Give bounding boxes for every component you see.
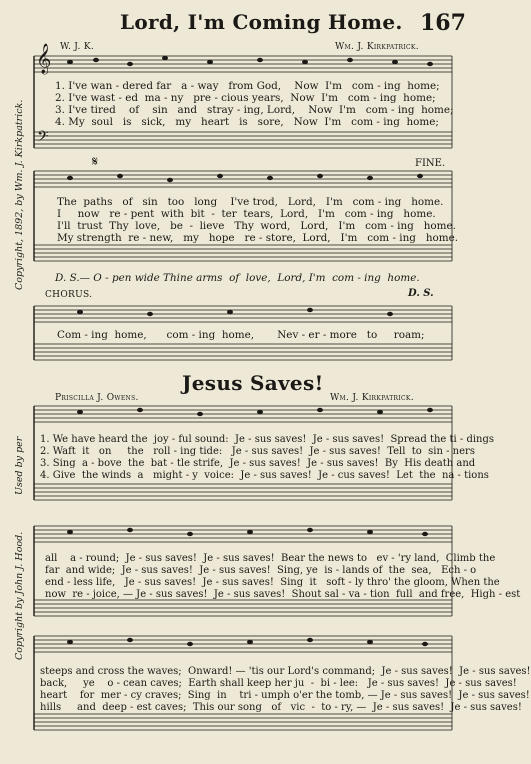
hymn1-verse4: 4. My soul is sick, my heart is sore, Now I'm com - ing home; — [55, 116, 439, 128]
hymn1-music-credit: Wm. J. Kirkpatrick. — [335, 42, 419, 52]
hymn2-verse4-part3: hills and deep - est caves; This our song of vic - to - ry, — Je - sus saves! Je - sus saves! — [40, 702, 522, 713]
hymn2-verse1-part3: steeps and cross the waves; Onward! — 'tis our Lord's command; Je - sus saves! Je - sus saves! — [40, 666, 531, 677]
hymn2-title: Jesus Saves! — [182, 371, 324, 395]
hymn2-copyright: Copyright by John J. Hood. — [14, 531, 25, 660]
hymn1-copyright: Copyright, 1892, by Wm. J. Kirkpatrick. — [14, 99, 25, 290]
fine-marking: FINE. — [415, 158, 446, 169]
bass-clef-icon: 𝄢 — [37, 128, 49, 149]
treble-clef-icon: 𝄞 — [36, 44, 52, 74]
hymn1-refrain-verse3: I'll trust Thy love, be - lieve Thy word, Lord, I'm com - ing home. — [57, 220, 456, 232]
hymn1-chorus-lyric: Com - ing home, com - ing home, Nev - er - more to roam; — [57, 329, 425, 341]
hymn1-verse1: 1. I've wan - dered far a - way from God, Now I'm com - ing home; — [55, 80, 440, 92]
ds-marking: D. S. — [408, 288, 434, 299]
hymn1-words-credit: W. J. K. — [60, 42, 95, 52]
hymn2-verse3: 3. Sing a - bove the bat - tle strife, Je - sus saves! Je - sus saves! By His death and — [40, 458, 476, 469]
hymn2-verse1-part2: all a - round; Je - sus saves! Je - sus saves! Bear the news to ev - 'ry land, Climb the — [45, 553, 496, 564]
chorus-label: CHORUS. — [45, 290, 93, 300]
hymn2-verse3-part2: end - less life, Je - sus saves! Je - sus saves! Sing it soft - ly thro' the gloom, When the — [45, 577, 500, 588]
segno-icon: 𝄋 — [92, 154, 99, 170]
hymn2-verse2-part2: far and wide; Je - sus saves! Je - sus saves! Sing, ye is - lands of the sea, Ech - o — [45, 565, 477, 576]
page-number: 167 — [420, 10, 466, 36]
hymn1-title: Lord, I'm Coming Home. — [120, 10, 403, 34]
hymn2-used-by: Used by per — [14, 436, 25, 495]
hymn1-ds-line: D. S.— O - pen wide Thine arms of love, Lord, I'm com - ing home. — [55, 272, 420, 284]
hymn1-verse2: 2. I've wast - ed ma - ny pre - cious years, Now I'm com - ing home; — [55, 92, 436, 104]
hymn1-refrain-verse2: I now re - pent with bit - ter tears, Lord, I'm com - ing home. — [57, 208, 436, 220]
hymn2-verse1: 1. We have heard the joy - ful sound: Je - sus saves! Je - sus saves! Spread the ti - dings — [40, 434, 495, 445]
hymn2-music-credit: Wm. J. Kirkpatrick. — [330, 393, 414, 403]
hymn2-verse2: 2. Waft it on the roll - ing tide: Je - sus saves! Je - sus saves! Tell to sin - ners — [40, 446, 475, 457]
hymn2-verse2-part3: back, ye o - cean caves; Earth shall keep her ju - bi - lee: Je - sus saves! Je - sus saves! — [40, 678, 517, 689]
hymn2-verse4-part2: now re - joice, — Je - sus saves! Je - sus saves! Shout sal - va - tion full and free, High - est — [45, 589, 521, 600]
hymn2-verse3-part3: heart for mer - cy craves; Sing in tri - umph o'er the tomb, — Je - sus saves! Je - sus saves! — [40, 690, 530, 701]
hymn2-verse4: 4. Give the winds a might - y voice: Je - sus saves! Je - cus saves! Let the na - tions — [40, 470, 489, 481]
hymn1-refrain-verse4: My strength re - new, my hope re - store, Lord, I'm com - ing home. — [57, 232, 459, 244]
hymn1-refrain-verse1: The paths of sin too long I've trod, Lord, I'm com - ing home. — [57, 196, 444, 208]
hymn1-verse3: 3. I've tired of sin and stray - ing, Lord, Now I'm com - ing home; — [55, 104, 454, 116]
hymn2-words-credit: Priscilla J. Owens. — [55, 393, 139, 403]
